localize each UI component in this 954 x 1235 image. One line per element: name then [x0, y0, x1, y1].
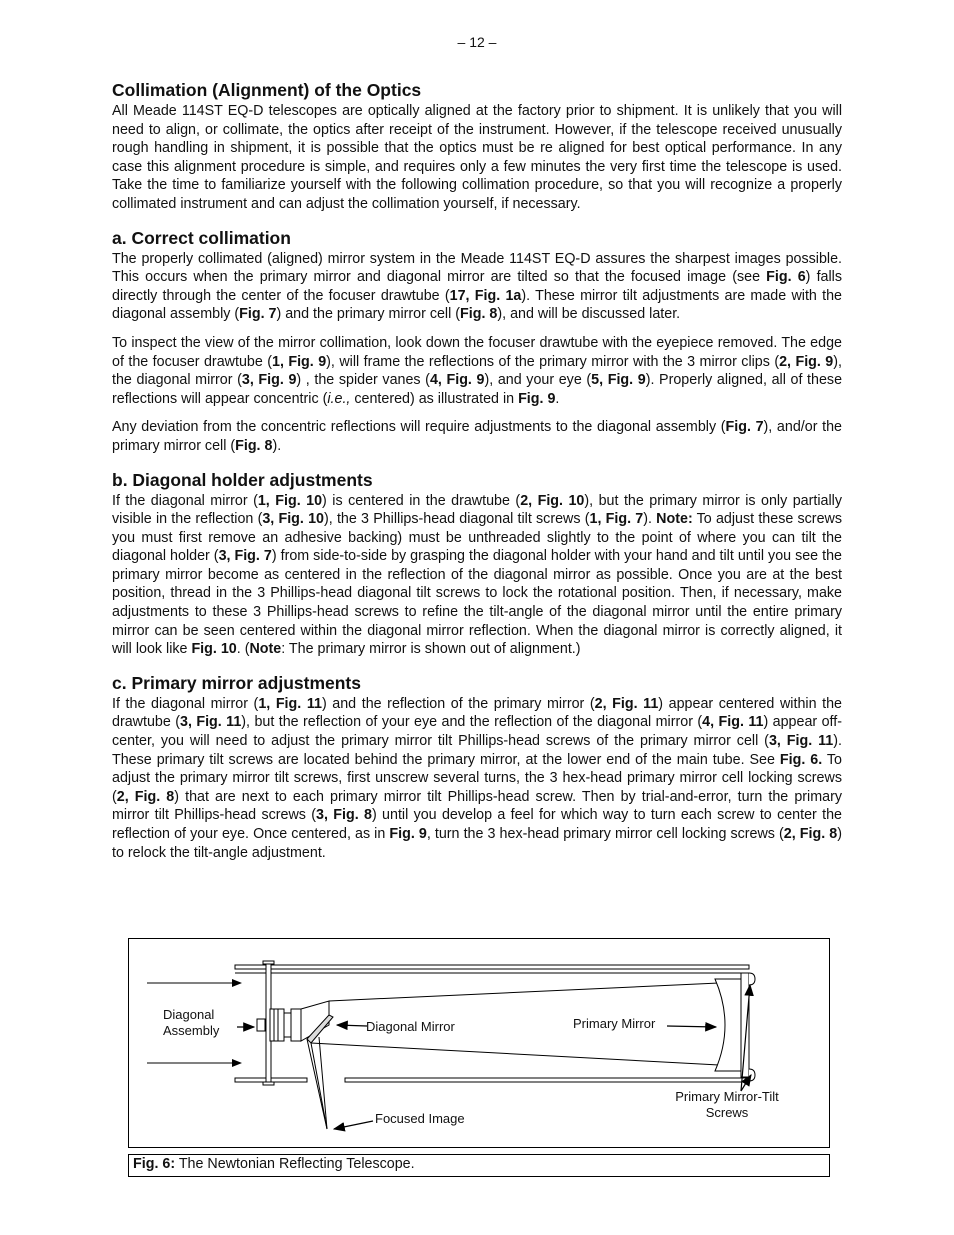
bold-reference: Fig. 6.: [779, 751, 823, 768]
bold-reference: Fig. 6: [766, 269, 806, 286]
page-number: – 12 –: [457, 34, 497, 50]
bold-reference: Fig. 7: [725, 419, 764, 436]
paragraph-a-3: [112, 418, 842, 455]
intro-body: [112, 102, 842, 214]
bold-reference: Fig. 8: [460, 306, 498, 323]
text-run: To adjust the primary mirror tilt screws, first unscrew several turns, the 3 hex-head primary mirror cell locking screws (: [112, 751, 842, 805]
text-run: ) to relock the tilt-angle adjustment.: [112, 826, 842, 861]
bold-reference: 3, Fig. 11: [180, 714, 242, 731]
text-run: ) until you develop a feel for which way to turn each screw to center the reflection of your eye. Once centered, as in: [112, 807, 843, 842]
page-content: [112, 80, 842, 862]
bold-reference: Fig. 8: [235, 437, 273, 454]
figure-caption: [128, 1154, 830, 1177]
bold-reference: Fig. 9: [518, 390, 556, 407]
label-primary-mirror: Primary Mirror: [573, 1016, 656, 1031]
paragraph-b-1: [112, 492, 842, 659]
bold-reference: 3, Fig. 10: [262, 511, 324, 528]
text-run: Any deviation from the concentric reflections will require adjustments to the diagonal assembly (: [112, 419, 726, 436]
text-run: : The primary mirror is shown out of alignment.): [281, 641, 581, 658]
correct-collimation-body: [112, 250, 842, 456]
text-run: ).: [643, 511, 657, 528]
bold-reference: 1, Fig. 9: [272, 353, 327, 370]
bold-reference: 4, Fig. 11: [702, 714, 764, 731]
text-run: To inspect the view of the mirror collimation, look down the focuser drawtube with the eyepiece removed. The edge of the focuser drawtube (: [112, 334, 842, 370]
text-run: .: [555, 390, 560, 407]
bold-reference: 4, Fig. 9: [429, 372, 485, 389]
telescope-figure: [128, 938, 830, 1148]
bold-reference: 3, Fig. 11: [768, 733, 834, 750]
text-run: All Meade 114ST EQ-D telescopes are optically aligned at the factory prior to shipment. It is unlikely that you will need to align, or collimate, the optics after receipt of the instrument. However, if the telescope received unusually rough handling in shipment, it is possible that the optics must be re aligned for best optical performance. In any case this alignment procedure is simple, and requires only a few minutes the very first time the telescope is used. Take the time to familiarize yourself with the following collimation procedure, so that you will recognize a properly collimated instrument and can adjust the collimation yourself, if necessary.: [112, 103, 842, 212]
text-run: ), will frame the reflections of the primary mirror with the 3 mirror clips (: [326, 353, 780, 370]
label-primary-tilt-screws-line2: Screws: [705, 1105, 749, 1120]
label-diagonal-assembly-line2: Assembly: [163, 1023, 220, 1038]
text-run: ), but the reflection of your eye and the reflection of the diagonal mirror (: [241, 714, 703, 731]
label-diagonal-mirror: Diagonal Mirror: [366, 1019, 455, 1034]
bold-reference: 3, Fig. 8: [316, 807, 372, 824]
text-run: ), and/or the primary mirror cell (: [112, 419, 842, 454]
text-run: ) that are next to each primary mirror tilt Phillips-head screw. Then by trial-and-error, turn the primary mirror tilt Phillips-head screws (: [112, 788, 842, 824]
paragraph-a-2: [112, 334, 842, 408]
bold-reference: Note: [249, 641, 282, 658]
text-run: ) is centered in the drawtube (: [322, 492, 521, 509]
bold-reference: 2, Fig. 9: [779, 353, 834, 370]
text-run: ), and your eye (: [484, 372, 592, 389]
text-run: ). Properly aligned, all of these reflections will appear concentric (: [112, 372, 843, 407]
text-run: ), the diagonal mirror (: [112, 353, 842, 389]
text-run: ) and the primary mirror cell (: [276, 306, 461, 323]
text-run: ) falls directly through the center of the focuser drawtube (: [112, 269, 842, 304]
label-diagonal-assembly-line1: Diagonal: [163, 1007, 215, 1022]
heading-primary-mirror: c. Primary mirror adjustments: [112, 672, 361, 693]
paragraph-intro-1: [112, 102, 842, 214]
figure-caption-label: Fig. 6:: [133, 1156, 176, 1172]
text-run: ), and will be discussed later.: [497, 306, 681, 323]
text-run: ) appear centered within the drawtube (: [112, 695, 842, 731]
paragraph-c-1: [112, 695, 842, 862]
bold-reference: 3, Fig. 7: [218, 548, 272, 565]
bold-reference: Fig. 10: [191, 641, 237, 658]
bold-reference: 17, Fig. 1a: [449, 287, 522, 304]
heading-diagonal-holder: b. Diagonal holder adjustments: [112, 469, 373, 490]
bold-reference: 5, Fig. 9: [591, 372, 646, 389]
bold-reference: 3, Fig. 9: [241, 372, 297, 389]
text-run: ) and the reflection of the primary mirror (: [321, 695, 595, 712]
heading-correct-collimation: a. Correct collimation: [112, 227, 291, 248]
text-run: , turn the 3 hex-head primary mirror cell locking screws (: [426, 826, 784, 842]
bold-reference: 2, Fig. 8: [116, 788, 175, 805]
diagonal-holder-body: [112, 492, 842, 659]
text-run: If the diagonal mirror (: [112, 695, 259, 712]
text-run: To adjust these screws you must first remove an adhesive backing) must be unthreaded slightly to the point of where you can tilt the diagonal holder (: [112, 511, 842, 565]
figure-caption-text: The Newtonian Reflecting Telescope.: [175, 1156, 415, 1172]
text-run: centered) as illustrated in: [350, 390, 519, 407]
text-run: ). These primary tilt screws are located behind the primary mirror, at the lower end of the main tube. See: [112, 733, 842, 768]
bold-reference: 2, Fig. 10: [520, 492, 585, 509]
label-diagonal-assembly: [163, 1007, 219, 1039]
text-run: ), the 3 Phillips-head diagonal tilt screws (: [324, 511, 590, 528]
primary-mirror-body: [112, 695, 842, 862]
text-run: ) , the spider vanes (: [296, 372, 430, 389]
paragraph-a-1: [112, 250, 842, 324]
text-run: . (: [236, 641, 250, 658]
bold-reference: Fig. 7: [239, 306, 277, 323]
heading-collimation: Collimation (Alignment) of the Optics: [112, 80, 422, 100]
bold-reference: 1, Fig. 7: [589, 511, 644, 528]
primary-mirror-cell: [715, 973, 755, 1081]
label-primary-tilt-screws-line1: Primary Mirror-Tilt: [675, 1089, 779, 1104]
text-run: ) appear off-center, you will need to adjust the primary mirror tilt Phillips-head screws of the primary mirror cell (: [112, 714, 842, 750]
label-primary-tilt-screws: [659, 1089, 795, 1121]
text-run: ) from side-to-side by grasping the diagonal holder with your hand and tilt until you see the primary mirror become as centered in the reflection of the diagonal mirror as possible. Once you are at the best position, thread in the 3 Phillips-head diagonal tilt screws to lock the rotational position. Then, if necessary, make adjustments to these 3 Phillips-head screws to refine the tilt-angle of the diagonal mirror until the entire primary mirror can be seen centered within the diagonal mirror reflection. When the diagonal mirror is correctly aligned, it will look like: [112, 548, 843, 658]
bold-reference: 1, Fig. 10: [257, 492, 323, 509]
bold-reference: 2, Fig. 8: [783, 826, 838, 842]
text-run: ). These mirror tilt adjustments are made with the diagonal assembly (: [112, 287, 843, 323]
label-focused-image: Focused Image: [375, 1111, 465, 1126]
italic-text: i.e.,: [327, 390, 351, 407]
text-run: ), but the primary mirror is only partially visible in the reflection (: [112, 492, 842, 528]
text-run: The properly collimated (aligned) mirror system in the Meade 114ST EQ-D assures the sharpest images possible. This occurs when the primary mirror and diagonal mirror are tilted so that the focused image (see: [112, 250, 842, 286]
bold-reference: Fig. 9: [389, 826, 427, 842]
bold-reference: 1, Fig. 11: [258, 695, 322, 712]
text-run: ).: [272, 437, 282, 454]
bold-reference: Note:: [656, 511, 693, 528]
bold-reference: 2, Fig. 11: [594, 695, 659, 712]
text-run: If the diagonal mirror (: [112, 492, 258, 509]
light-cone: [307, 983, 719, 1129]
